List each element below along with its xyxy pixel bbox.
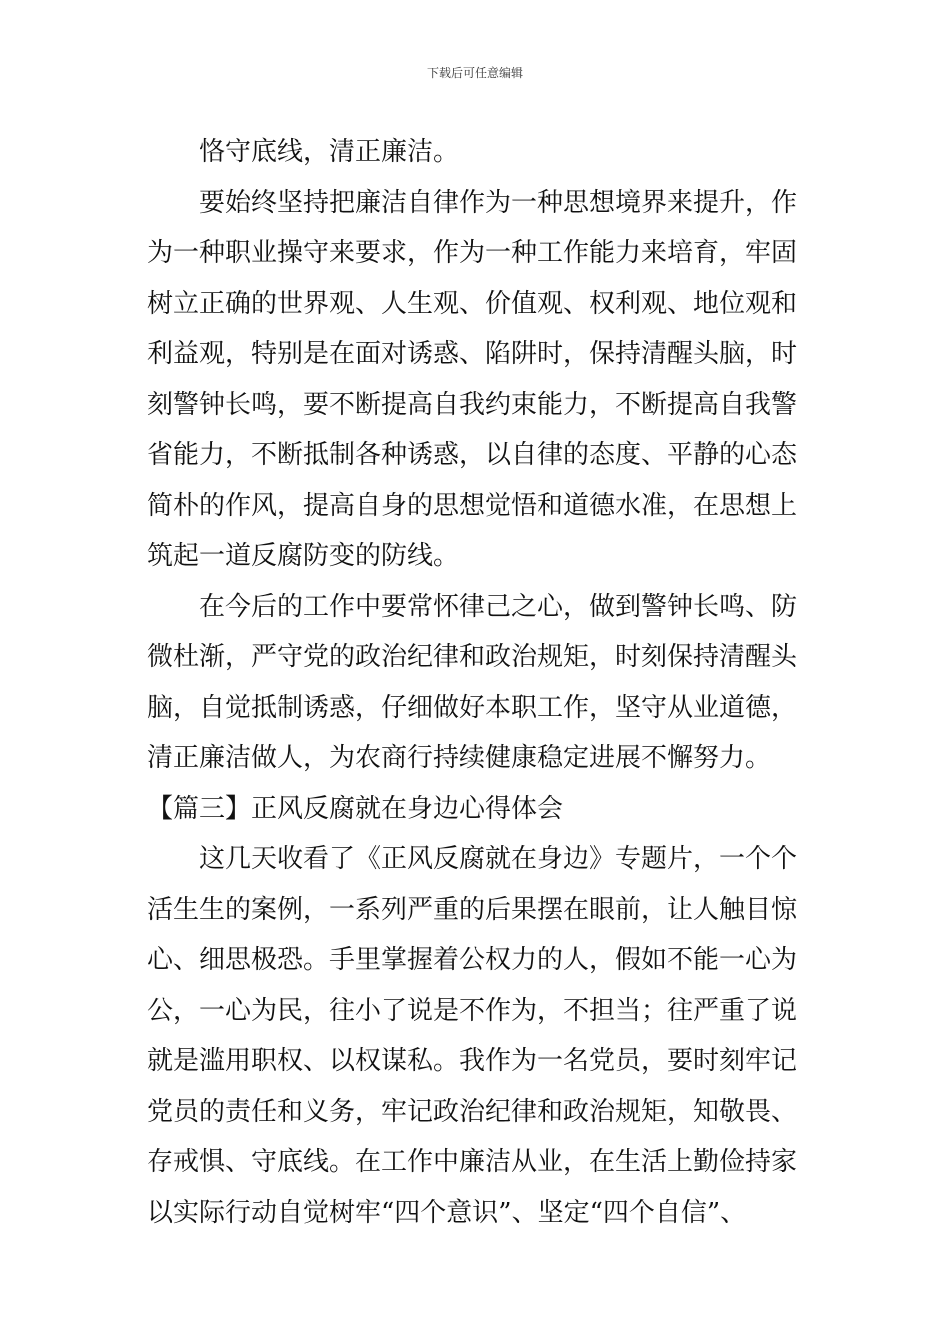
document-body xyxy=(147,127,807,1238)
text-line: 利益观，特别是在面对诱惑、陷阱时，保持清醒头脑，时 xyxy=(147,339,798,369)
text-line: 树立正确的世界观、人生观、价值观、权利观、地位观和 xyxy=(147,288,798,319)
text-line: 公，一心为民，往小了说是不作为，不担当；往严重了说 xyxy=(147,995,798,1026)
text-line: 恪守底线，清正廉洁。 xyxy=(199,137,460,167)
text-line: 就是滥用职权、以权谋私。我作为一名党员，要时刻牢记 xyxy=(147,1046,798,1076)
text-line: 脑，自觉抵制诱惑，仔细做好本职工作，坚守从业道德， xyxy=(147,692,798,723)
text-line: 为一种职业操守来要求，作为一种工作能力来培育，牢固 xyxy=(147,238,798,268)
text-line: 活生生的案例，一系列严重的后果摆在眼前，让人触目惊 xyxy=(147,894,798,925)
page-header: 下载后可任意编辑 xyxy=(426,66,523,80)
text-line: 清正廉洁做人，为农商行持续健康稳定进展不懈努力。 xyxy=(147,743,772,773)
text-line: 要始终坚持把廉洁自律作为一种思想境界来提升，作 xyxy=(199,187,798,218)
section-heading: 【篇三】正风反腐就在身边心得体会 xyxy=(147,793,564,824)
text-line: 党员的责任和义务，牢记政治纪律和政治规矩，知敬畏、 xyxy=(147,1096,798,1127)
text-line: 心、细思极恐。手里掌握着公权力的人，假如不能一心为 xyxy=(147,945,798,975)
text-line: 筑起一道反腐防变的防线。 xyxy=(147,541,460,571)
text-line: 这几天收看了《正风反腐就在身边》专题片，一个个 xyxy=(199,844,798,874)
text-line: 存戒惧、守底线。在工作中廉洁从业，在生活上勤俭持家 xyxy=(147,1147,798,1177)
text-line: 简朴的作风，提高自身的思想觉悟和道德水准，在思想上 xyxy=(147,490,798,521)
text-line: 省能力，不断抵制各种诱惑，以自律的态度、平静的心态 xyxy=(147,440,798,470)
text-line: 刻警钟长鸣，要不断提高自我约束能力，不断提高自我警 xyxy=(147,389,798,420)
text-line: 在今后的工作中要常怀律己之心，做到警钟长鸣、防 xyxy=(199,591,798,622)
text-line: 以实际行动自觉树牢“四个意识”、坚定“四个自信”、 xyxy=(147,1197,747,1228)
text-line: 微杜渐，严守党的政治纪律和政治规矩，时刻保持清醒头 xyxy=(147,642,798,672)
